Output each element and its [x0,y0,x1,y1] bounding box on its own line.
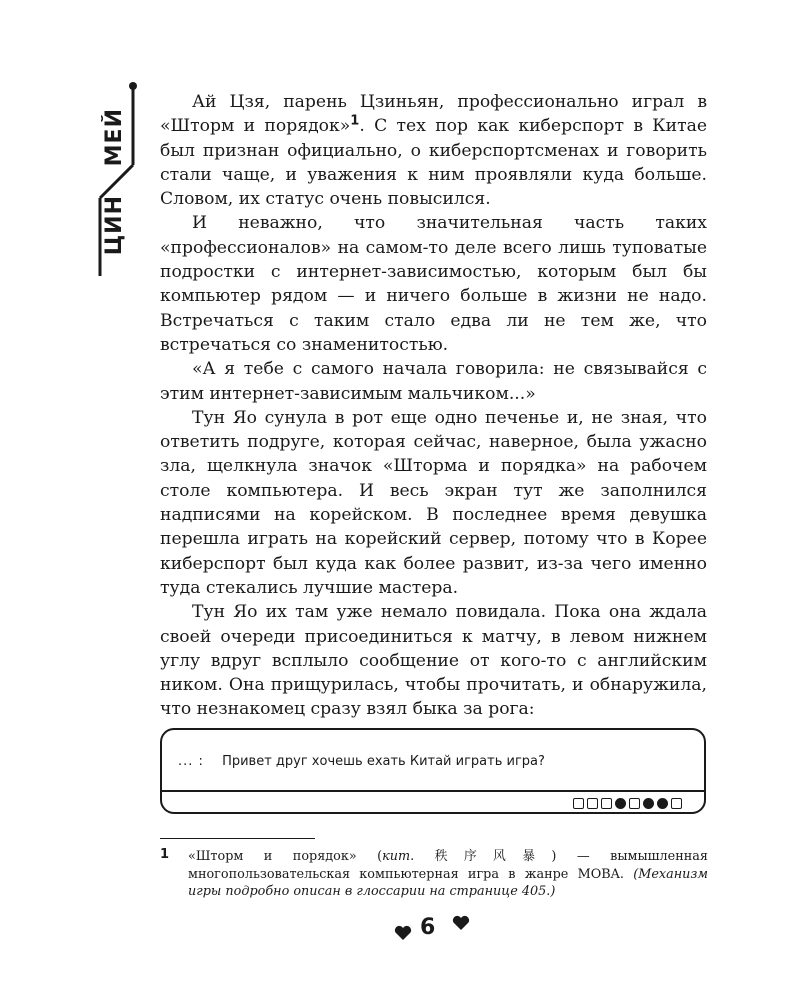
footnote-title: «Шторм и порядок» [188,849,357,864]
side-header-top-word: МЕЙ [102,108,127,167]
footnote-text: «Шторм и порядок» (кит. 秩序风暴) — вымышленная многопользовательская компьютерная игра в жанре MOBA. (Механизм игры подробно описан в глоссарии на странице 405.) [188,849,709,899]
status-dots [573,798,682,809]
dot-filled [643,798,654,809]
paragraph: Тун Яо их там уже немало повидала. Пока она ждала своей очереди присоединиться к матчу, в левом нижнем углу вдруг всплыло сообщение от кого-то с английским ником. Она прищурилась, чтобы прочитать, и обнаружила, что незнакомец сразу взял быка за рога: [160,602,707,720]
dot-empty [573,798,584,809]
paragraph: Тун Яо сунула в рот еще одно печенье и, не зная, что ответить подруге, которая сейчас, наверное, была ужасно зла, щелкнула значок «Шторма и порядка» на рабочем столе компьютера. И весь экран тут же заполнился надписями на корейском. В последнее время девушка перешла играть на корейский сервер, потому что в Корее киберспорт был куда как более развит, из-за чего именно туда стекались лучшие мастера. [160,407,707,598]
footnote-ref[interactable]: 1 [350,113,360,129]
footnote-description: — вымышленная многопользовательская компьютерная игра в жанре MOBA. [188,849,709,882]
page-number-block [390,915,480,945]
dot-filled [657,798,668,809]
dot-empty [671,798,682,809]
chat-message: Привет друг хочешь ехать Китай играть игра? [222,754,545,769]
paragraph: И неважно, что значительная часть таких «профессионалов» на самом-то деле всего лишь туповатые подростки с интернет-зависимостью, которым был бы компьютер рядом — и ничего больше в жизни не надо. Встречаться с таким стало едва ли не тем же, что встречаться со знаменитостью. [160,213,707,355]
paragraph: «А я тебе с самого начала говорила: не связывайся с этим интернет-зависимым мальчиком...» [160,359,707,404]
footnote-rule [160,838,315,839]
heart-icon [452,915,470,931]
dot-empty [601,798,612,809]
dot-filled [615,798,626,809]
chat-line [178,754,545,769]
side-header-bottom-word: ЦИН [102,195,127,256]
dot-empty [587,798,598,809]
page-number: 6 [420,915,436,940]
footnote-lang: кит. [382,849,415,864]
heart-icon [394,925,412,941]
footnote-chinese: 秩序风暴 [434,849,552,864]
footnote-mark: 1 [160,847,170,862]
chat-divider [162,790,704,792]
main-text [160,90,707,722]
footnote-italic-note: (Механизм игры подробно описан в глоссарии на странице 405.) [188,866,708,899]
dot-empty [629,798,640,809]
chat-message-box [160,728,706,814]
paragraph: Ай Цзя, парень Цзиньян, профессионально играл в «Шторм и порядок»$^1$. С тех пор как киберспорт в Китае был признан официально, о киберспортсменах и говорить стали чаще, и уважения к ним проявляли куда больше. Словом, их статус очень повысился. [160,92,707,210]
chat-sender: ... : [178,754,204,769]
